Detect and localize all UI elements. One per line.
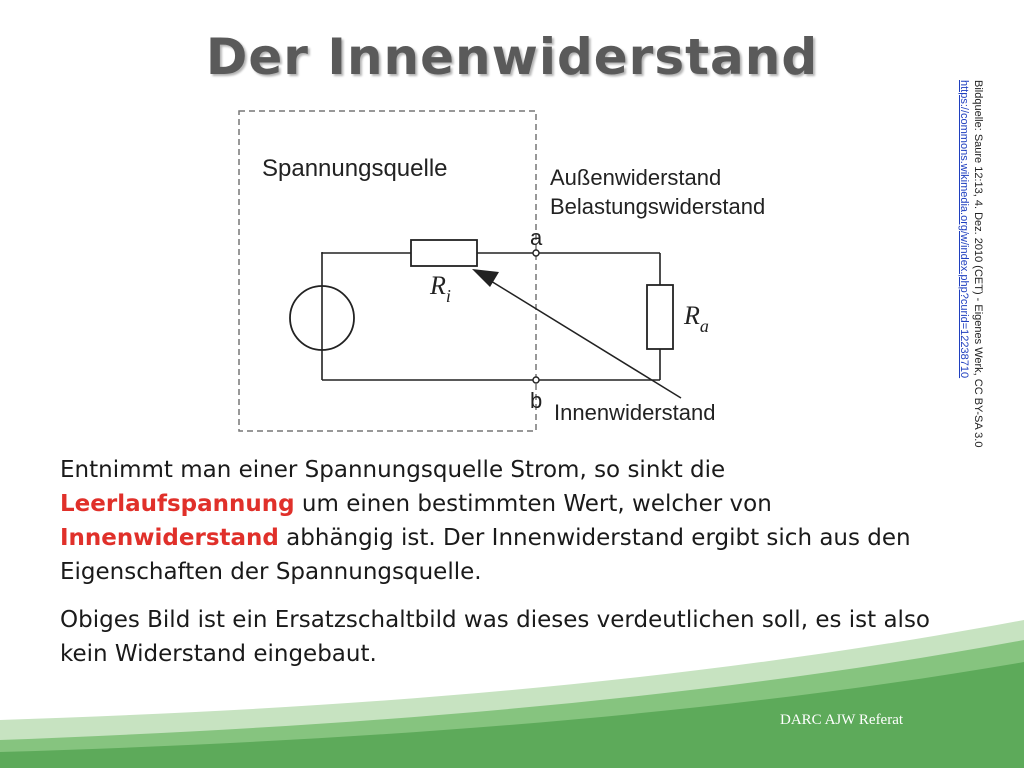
- terminal-b-label: b: [530, 388, 543, 413]
- circuit-svg: [236, 108, 816, 438]
- circuit-diagram: [236, 108, 816, 438]
- slide-title: Der Innenwiderstand: [205, 28, 819, 86]
- source-label: Spannungsquelle: [262, 155, 448, 182]
- terminal-a-label: a: [530, 225, 543, 250]
- credit-text: Bildquelle: Saure 12:13, 4. Dez. 2010 (CET) - Eigenes Werk, CC BY-SA 3.0: [972, 80, 984, 448]
- credit-link[interactable]: https://commons.wikimedia.org/w/index.php?curid=12238710: [958, 80, 970, 379]
- load-label-burden: Belastungswiderstand: [550, 194, 766, 219]
- svg-text:Ri: [429, 271, 451, 306]
- ra-subscript: a: [699, 316, 709, 336]
- wire-top-left: [322, 252, 411, 253]
- svg-text:Ra: [683, 301, 709, 336]
- terminal-b-dot: [533, 377, 539, 383]
- paragraph-1-text-c: abhängig ist. Der Innenwiderstand ergibt sich aus den Eigenschaften der Spannungsquelle.: [60, 525, 911, 585]
- ri-symbol: R: [430, 271, 446, 300]
- resistor-ra: [647, 285, 673, 349]
- highlight-innenwiderstand: Innenwiderstand: [60, 525, 279, 551]
- ri-subscript: i: [445, 286, 451, 306]
- paragraph-2: Obiges Bild ist ein Ersatzschaltbild was dieses verdeutlichen soll, es ist also kein Widerstand eingebaut.: [60, 607, 931, 667]
- load-label-outer: Außenwiderstand: [550, 165, 722, 190]
- paragraph-1-text-b: um einen bestimmten Wert, welcher von: [294, 491, 772, 517]
- highlight-leerlaufspannung: Leerlaufspannung: [60, 491, 295, 517]
- footer-label: DARC AJW Referat: [780, 712, 904, 728]
- ra-symbol: R: [684, 301, 700, 330]
- terminal-a-dot: [533, 250, 539, 256]
- paragraph-1: [60, 453, 960, 589]
- resistor-ri: [411, 240, 477, 266]
- footer-wave-decoration: [0, 600, 1024, 768]
- arrow-label: Innenwiderstand: [554, 400, 716, 425]
- paragraph-1-text-a: Entnimmt man einer Spannungsquelle Strom, so sinkt die: [60, 457, 726, 483]
- image-credit: [957, 80, 985, 500]
